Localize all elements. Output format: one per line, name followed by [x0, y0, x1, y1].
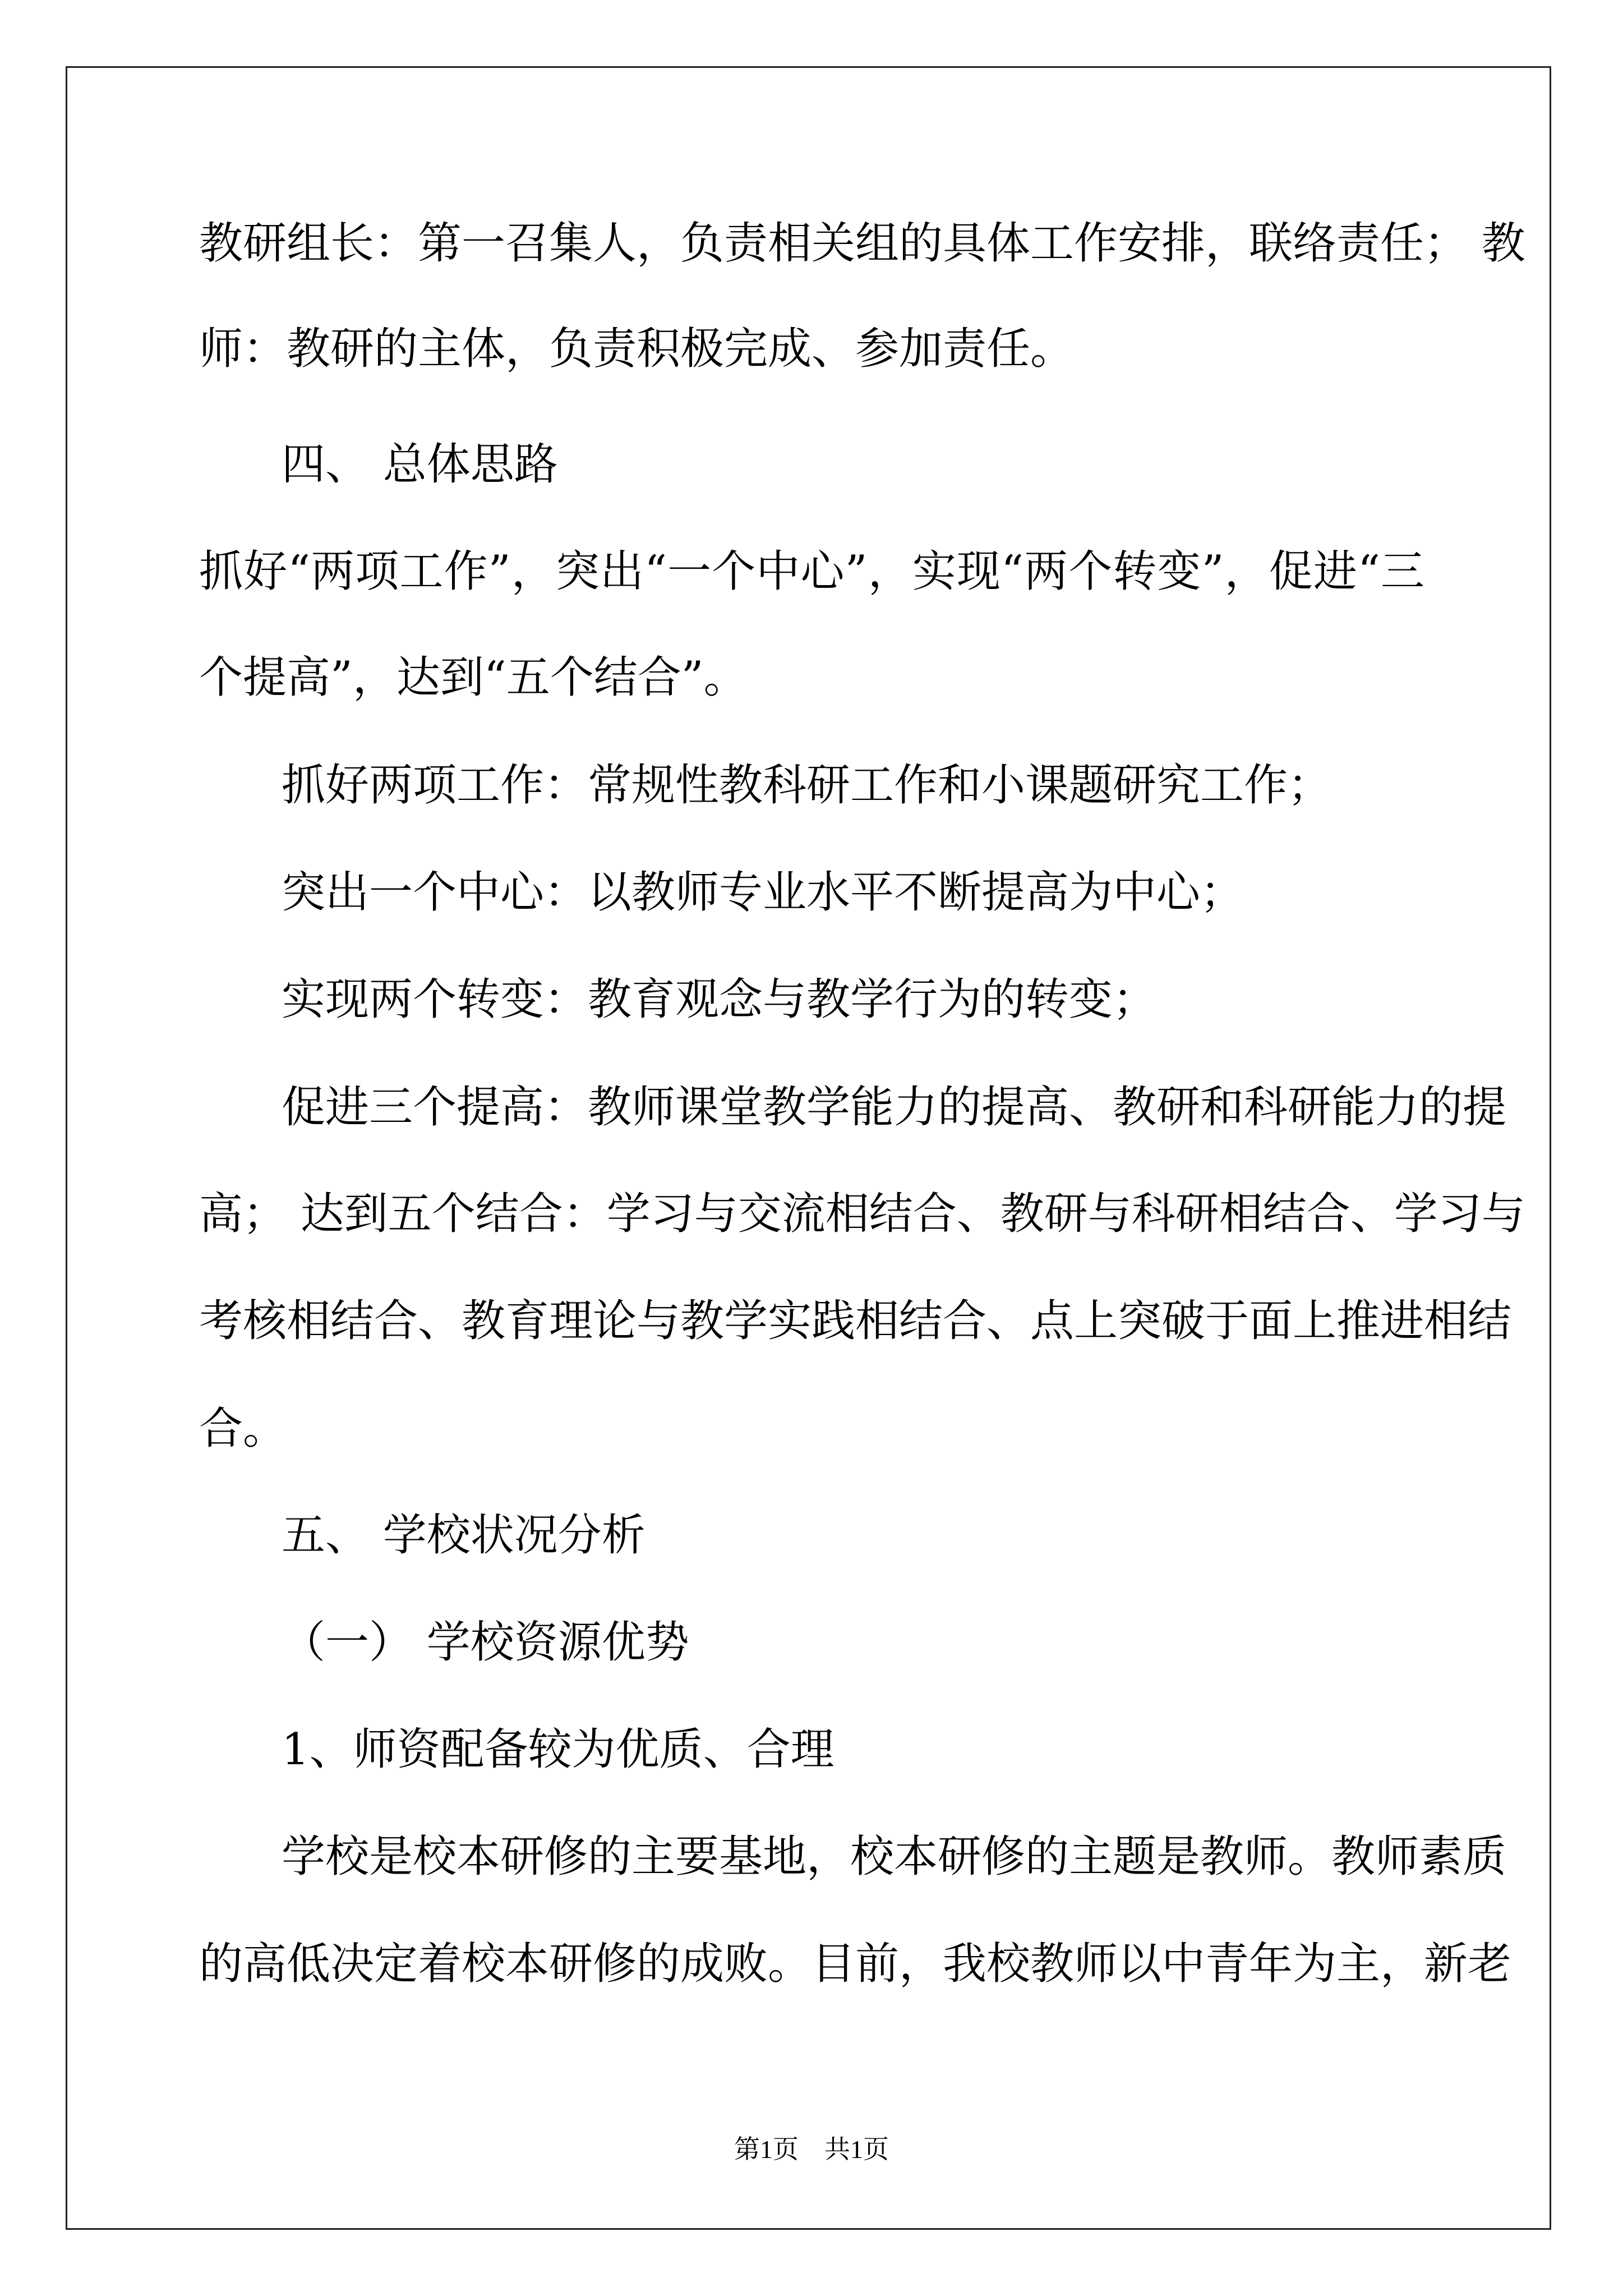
paragraph-line: 的高低决定着校本研修的成败。目前，我校教师以中青年为主，新老	[199, 1939, 1512, 1989]
paragraph-line: 实现两个转变：教育观念与教学行为的转变；	[282, 974, 1157, 1025]
page-border	[66, 66, 1551, 2230]
section-heading: 四、 总体思路	[282, 439, 558, 490]
item-heading: 1、师资配备较为优质、合理	[282, 1724, 834, 1775]
paragraph-line: 学校是校本研修的主要基地，校本研修的主题是教师。教师素质	[282, 1832, 1507, 1882]
subsection-heading: （一） 学校资源优势	[282, 1617, 689, 1668]
paragraph-line: 抓好“两项工作”，突出“一个中心”，实现“两个转变”，促进“三	[199, 546, 1424, 597]
page-number-footer: 第1页 共1页	[734, 2135, 889, 2164]
paragraph-line: 教研组长：第一召集人，负责相关组的具体工作安排，联络责任； 教	[199, 218, 1525, 269]
paragraph-line: 抓好两项工作：常规性教科研工作和小课题研究工作；	[282, 760, 1332, 811]
paragraph-line: 个提高”，达到“五个结合”。	[199, 652, 748, 703]
section-heading: 五、 学校状况分析	[282, 1510, 645, 1561]
paragraph-line: 考核相结合、教育理论与教学实践相结合、点上突破于面上推进相结	[199, 1296, 1512, 1346]
paragraph-line: 师：教研的主体，负责积极完成、参加责任。	[199, 324, 1075, 374]
paragraph-line: 高； 达到五个结合：学习与交流相结合、教研与科研相结合、学习与	[199, 1189, 1525, 1239]
paragraph-line: 合。	[199, 1404, 287, 1454]
paragraph-line: 突出一个中心：以教师专业水平不断提高为中心；	[282, 867, 1244, 918]
paragraph-line: 促进三个提高：教师课堂教学能力的提高、教研和科研能力的提	[282, 1082, 1507, 1133]
